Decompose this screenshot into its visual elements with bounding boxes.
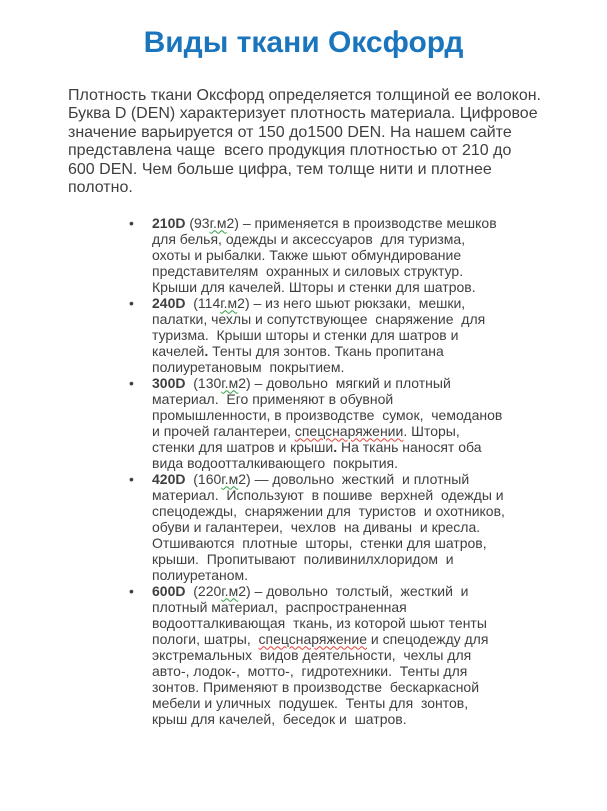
list-item-text: спецснаряжении	[294, 422, 404, 439]
list-item-text: г.м	[221, 582, 239, 599]
fabric-density-term: 600D	[152, 582, 186, 599]
fabric-density-term: 240D	[152, 294, 186, 311]
list-item-text: (114	[185, 294, 221, 311]
fabric-density-term: .	[204, 342, 209, 359]
intro-paragraph: Плотность ткани Оксфорд определяется толщиной ее волокон. Буква D (DEN) характеризует плотность материала. Цифровое значение варьируется от 150 до1500 DEN. На нашем сайте представлена чаще всего продукция плотностью от 210 до 600 DEN. Чем больше цифра, тем толще нити и плотнее полотно.	[68, 86, 546, 196]
list-item-text: 2) – довольно мягкий и плотный материал. Его применяют в обувной промышленности, в производстве сумок, чемоданов и прочей галантереи,	[152, 374, 507, 439]
fabric-type-list	[0, 214, 509, 727]
list-item-text: 2) – применяется в производстве мешков для белья, одежды и аксессуаров для туризма, охоты и рыбалки. Также шьют обмундирование представителям охранных и силовых структур. Крыши для качелей. Шторы и стенки для шатров.	[152, 214, 501, 295]
list-item-text: 2) – довольно толстый, жесткий и плотный материал, распространенная водоотталкивающая ткань, из которой шьют тенты пологи, шатры,	[152, 582, 491, 647]
list-item	[152, 375, 505, 471]
list-item	[152, 295, 505, 375]
list-item-text: г.м	[209, 214, 227, 231]
list-item-text: (130	[185, 374, 222, 391]
list-item-text: (93	[185, 214, 210, 231]
list-item-text: 2) — довольно жесткий и плотный материал. Используют в пошиве верхней одежды и спецодежды, снаряжении для туристов и охотников, обуви и галантереи, чехлов на диваны и кресла. Отшиваются плотные шторы, стенки для шатров, крыши. Пропитывают поливинилхлоридом и полиуретаном.	[152, 470, 509, 583]
document-page	[0, 26, 607, 811]
list-item-text: Тенты для зонтов. Ткань пропитана полиуретановым покрытием.	[152, 342, 448, 375]
fabric-density-term: 420D	[152, 470, 186, 487]
list-item-text: (160	[185, 470, 222, 487]
list-item-text: На ткань наносят оба вида водоотталкивающего покрытия.	[152, 438, 486, 471]
list-item-text: и спецодежду для экстремальных видов деятельности, чехлы для авто-, лодок-, мотто-, гидротехники. Тенты для зонтов. Применяют в производстве бескаркасной мебели и уличных подушек. Тенты для зонтов, крыш для качелей, беседок и шатров.	[152, 630, 493, 727]
list-item-text: . Шторы, стенки для шатров и крыши	[152, 422, 464, 455]
list-item-text: спецснаряжение	[258, 630, 367, 647]
fabric-density-term: .	[333, 438, 338, 455]
list-item	[152, 470, 509, 583]
list-item-text: г.м	[221, 470, 239, 487]
list-item-text: (220	[185, 582, 222, 599]
list-item	[152, 215, 505, 295]
list-item-text: г.м	[220, 294, 238, 311]
page-title: Виды ткани Оксфорд	[143, 26, 464, 59]
fabric-density-term: 300D	[152, 374, 186, 391]
list-item	[152, 583, 505, 727]
fabric-density-term: 210D	[152, 214, 186, 231]
list-item-text: 2) – из него шьют рюкзаки, мешки, палатки, чехлы и сопутствующее снаряжение для туризма. Крыши шторы и стенки для шатров и качелей	[152, 294, 490, 359]
list-item-text: г.м	[221, 374, 239, 391]
